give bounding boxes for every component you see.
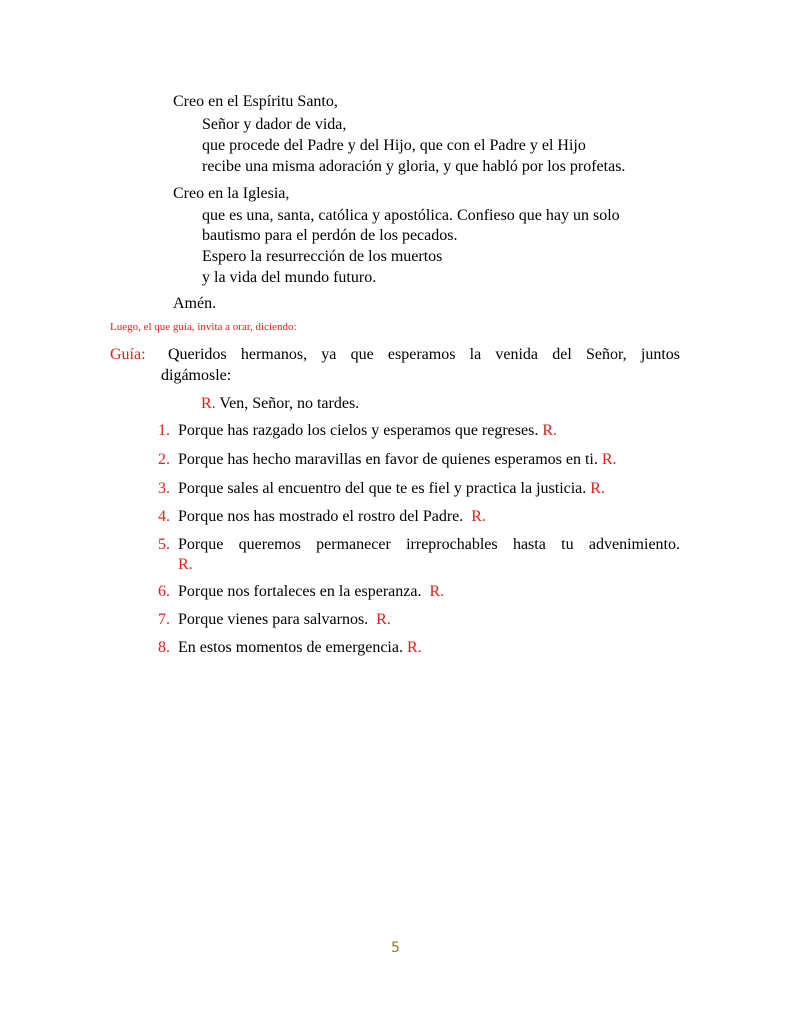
guide-response <box>201 394 359 414</box>
petition-response: R. <box>406 639 422 656</box>
response-text: Ven, Señor, no tardes. <box>219 395 360 412</box>
petition-response: R. <box>542 422 557 439</box>
creed-spirit-line: Señor y dador de vida, <box>202 116 347 133</box>
creed-amen: Amén. <box>173 295 217 312</box>
petition-number: 2. <box>158 451 170 468</box>
petition-response: R. <box>178 556 193 573</box>
creed-church-line: Espero la resurrección de los muertos <box>202 248 443 265</box>
creed-church-line: que es una, santa, católica y apostólica. Confieso que hay un solo <box>202 207 620 224</box>
petition-body <box>178 610 391 630</box>
petition-body <box>178 421 557 441</box>
petition-number: 4. <box>158 508 170 525</box>
creed-spirit-heading: Creo en el Espíritu Santo, <box>173 93 338 110</box>
response-marker: R. <box>201 395 216 412</box>
rubric-instruction: Luego, el que guía, invita a orar, diciendo: <box>110 321 297 333</box>
petition-number: 7. <box>158 611 170 628</box>
petition-text: Porque has hecho maravillas en favor de quienes esperamos en ti. <box>178 451 598 468</box>
petition-body <box>178 582 444 602</box>
creed-church-line: bautismo para el perdón de los pecados. <box>202 227 458 244</box>
creed-spirit-line: que procede del Padre y del Hijo, que con el Padre y el Hijo <box>202 137 586 154</box>
petition-text: Porque vienes para salvarnos. <box>178 611 369 628</box>
petition-body <box>178 479 605 499</box>
petition-number: 3. <box>158 480 170 497</box>
petition-number: 8. <box>158 639 170 656</box>
petition-text: Porque has razgado los cielos y esperamos que regreses. <box>178 422 539 439</box>
petition-text: Porque nos fortaleces en la esperanza. <box>178 583 422 600</box>
creed-church-line: y la vida del mundo futuro. <box>202 269 377 286</box>
page-number: 5 <box>391 940 400 956</box>
petition-number: 1. <box>158 422 170 439</box>
petition-response: R. <box>601 451 617 468</box>
petition-body <box>178 638 422 658</box>
petition-response: R. <box>590 480 605 497</box>
petition-response: R. <box>376 611 391 628</box>
petition-number: 5. <box>158 536 170 553</box>
petition-response: R. <box>471 508 486 525</box>
petition-body <box>178 450 617 470</box>
petition-text: Porque nos has mostrado el rostro del Padre. <box>178 508 464 525</box>
guide-label: Guía: <box>110 346 146 363</box>
petition-text: Porque sales al encuentro del que te es fiel y practica la justicia. <box>178 480 587 497</box>
petition-text: Porque queremos permanecer irreprochables hasta tu advenimiento. <box>178 536 680 553</box>
creed-church-heading: Creo en la Iglesia, <box>173 185 290 202</box>
petition-body <box>178 507 486 527</box>
petition-number: 6. <box>158 583 170 600</box>
guide-text-line: digámosle: <box>161 367 232 384</box>
petition-response: R. <box>429 583 445 600</box>
guide-text-line: Queridos hermanos, ya que esperamos la venida del Señor, juntos <box>168 346 680 363</box>
creed-spirit-line: recibe una misma adoración y gloria, y que habló por los profetas. <box>202 158 626 175</box>
petition-text: En estos momentos de emergencia. <box>178 639 403 656</box>
